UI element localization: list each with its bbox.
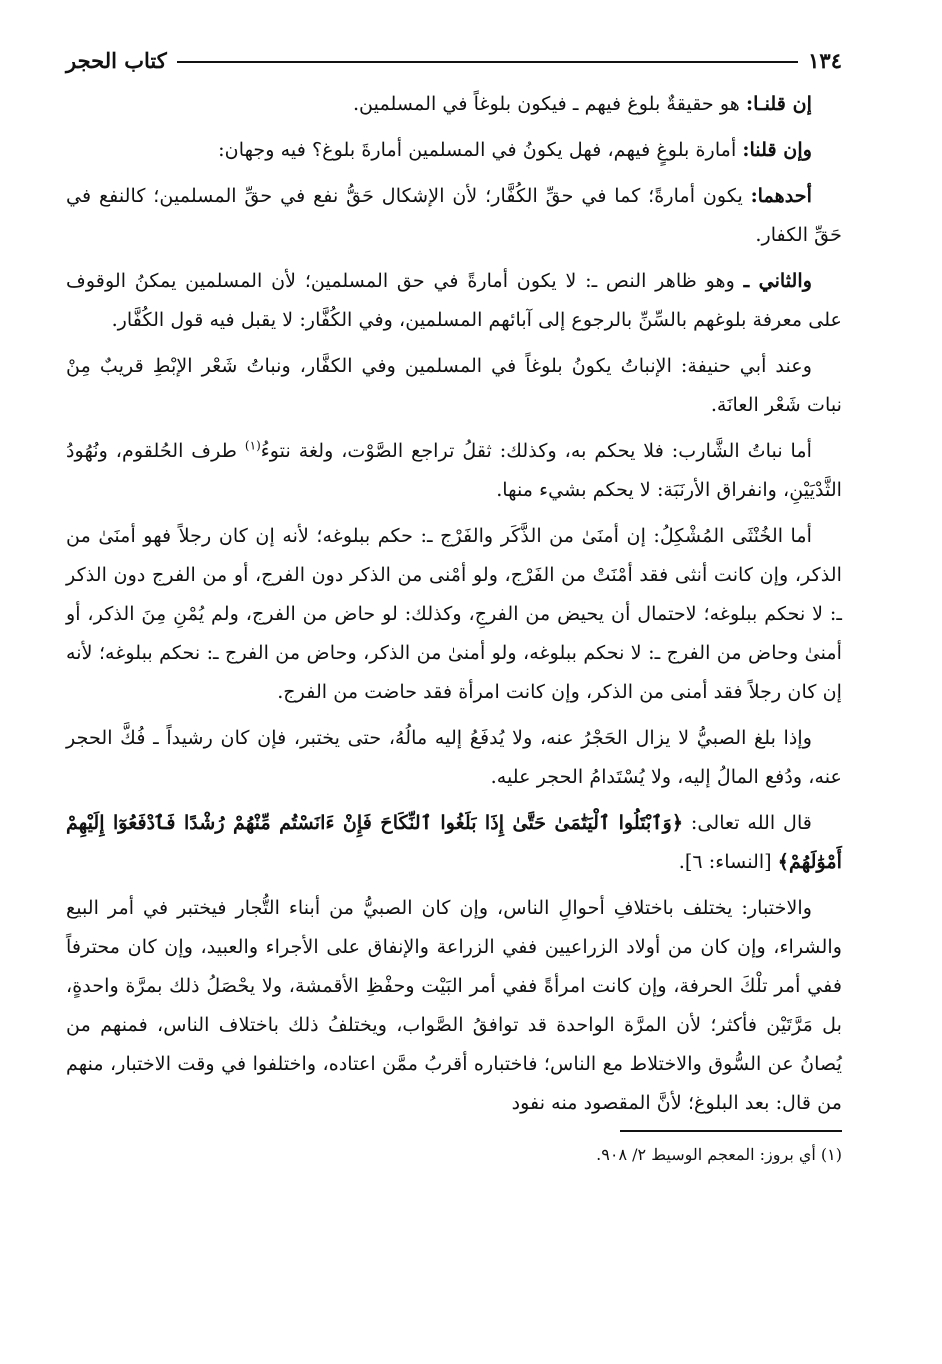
quran-verse: ﴿وَٱبْتَلُوا ٱلْيَتَٰمَىٰ حَتَّىٰ إِذَا بَلَغُوا ٱلنِّكَاحَ فَإِنْ ءَانَسْتُم مِّنْهُمْ رُشْدًا فَٱدْفَعُوٓا إِلَيْهِمْ أَمْوَٰلَهُمْ﴾ — [66, 811, 842, 873]
footnote: (١) أي بروز: المعجم الوسيط ٢/ ٩٠٨. — [596, 1145, 842, 1164]
paragraph-lead: إن قلنـا: — [746, 92, 812, 115]
header-rule — [177, 61, 798, 63]
paragraph — [66, 346, 842, 424]
footnote-reference[interactable]: (١) — [244, 438, 261, 453]
book-page — [66, 40, 842, 1340]
paragraph-text: أما الخُنْثَى المُشْكِلُ: إن أمنَىٰ من الذَّكَر والفَرْج ـ: حكم ببلوغه؛ لأنه إن كان رجلاً فهو أمنَىٰ من الذكر، وإن كانت أنثى فقد أمْنَتْ من الفَرْج، ولو أمْنى من الذكر دون الفرج، أو من الفرج دون الذكر ـ: لا نحكم ببلوغه؛ لاحتمال أن يحيض من الفرجِ، وكذلك: لو حاض من الفرج، ولم يُمْنِ مِنَ الذكر، أو أمنىٰ وحاض من الفرج ـ: لا نحكم ببلوغه، ولو أمنىٰ من الذكر، وحاض من الفرج ـ: نحكم ببلوغه؛ لأنه إن كان رجلاً فقد أمنى من الذكر، وإن كانت امرأة فقد حاضت من الفرج. — [66, 524, 842, 703]
paragraph — [66, 888, 842, 1122]
paragraph-text: وعند أبي حنيفة: الإنباتُ يكونُ بلوغاً في المسلمين وفي الكفَّار، ونباتُ شَعْر الإبْطِ قريبٌ مِنْ نبات شَعْر العانَة. — [66, 354, 842, 416]
paragraph — [66, 176, 842, 254]
running-header — [66, 40, 842, 80]
paragraph-text: قال الله تعالى: — [683, 811, 812, 834]
body-text — [66, 84, 842, 1122]
paragraph-text: هو حقيقةٌ بلوغ فيهم ـ فيكون بلوغاً في المسلمين. — [352, 92, 747, 115]
footnote-separator — [620, 1130, 842, 1132]
paragraph — [66, 718, 842, 796]
paragraph-lead: والثاني ـ — [743, 269, 813, 292]
verse-citation: [النساء: ٦]. — [678, 850, 778, 873]
paragraph — [66, 261, 842, 339]
paragraph — [66, 431, 842, 509]
paragraph-text: أما نباتُ الشَّارب: فلا يحكم به، وكذلك: ثقلُ تراجع الصَّوْت، ولغة نتوءُ — [260, 439, 812, 462]
paragraph-text: وإذا بلغ الصبيُّ لا يزال الحَجْرُ عنه، ولا يُدفَعُ إليه مالُهُ، حتى يختبر، فإن كان رشيداً ـ فُكَّ الحجر عنه، ودُفع المالُ إليه، ولا يُسْتَدامُ الحجر عليه. — [66, 726, 842, 788]
book-title: كتاب الحجر — [66, 47, 167, 73]
paragraph — [66, 803, 842, 881]
paragraph-lead: وإن قلنا: — [742, 138, 812, 161]
paragraph — [66, 516, 842, 711]
paragraph-text-continued: طرف الحُلقوم، ونُهُودُ الثَّدْيَيْنِ، وانفراق الأرنَبَة: لا يحكم بشيء منها. — [66, 439, 842, 501]
paragraph-text: أمارة بلوغٍ فيهم، فهل يكونُ في المسلمين أمارةَ بلوغ؟ فيه وجهان: — [218, 138, 743, 161]
page-number: ١٣٤ — [808, 47, 842, 73]
paragraph-text: والاختبار: يختلف باختلافِ أحوالِ الناس، وإن كان الصبيُّ من أبناء التُّجار فيختبر في أمر البيع والشراء، وإن كان من أولاد الزراعيين ففي الزراعة والإنفاق على الأجراء والعبيد، وإن كان محترفاً ففي أمر تلْكَ الحرفة، وإن كانت امرأةً ففي أمر البَيْت وحفْظِ الأقمشة، ولا يحْصَلُ ذلك بمرَّة واحدةٍ، بل مَرَّتَيْن فأكثر؛ لأن المرَّة الواحدة قد توافقُ الصَّواب، ويختلفُ ذلك باختلاف الناس، فمنهم من يُصانُ عن السُّوق والاختلاط مع الناس؛ فاختباره أقربُ ممَّن اعتاده، واختلفوا في وقت الاختبار، منهم من قال: بعد البلوغ؛ لأنَّ المقصود منه نفود — [66, 896, 842, 1114]
paragraph — [66, 84, 842, 123]
paragraph-text: وهو ظاهر النص ـ: لا يكون أمارةً في حق المسلمين؛ لأن المسلمين يمكنُ الوقوف على معرفة بلوغهم بالسِّنِّ بالرجوع إلى آبائهم المسلمين، وفي الكُفَّار: لا يقبل فيه قول الكُفَّار. — [66, 269, 842, 331]
paragraph-text: يكون أمارةً؛ كما في حقِّ الكُفَّار؛ لأن الإشكال حَقُّ نفع في حقِّ المسلمين؛ كالنفع في حَقِّ الكفار. — [66, 184, 842, 246]
paragraph — [66, 130, 842, 169]
paragraph-lead: أحدهما: — [750, 184, 812, 207]
